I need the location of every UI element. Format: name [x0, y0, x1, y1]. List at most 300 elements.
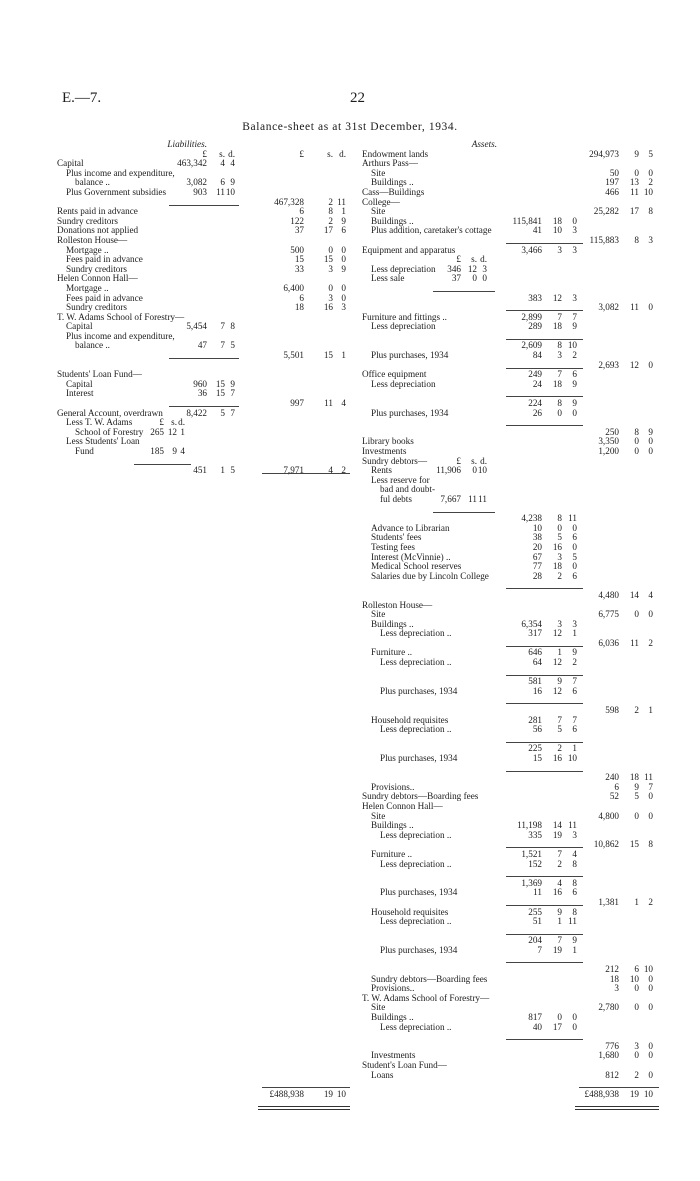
amount-pence: 9 [648, 426, 653, 437]
spacer-row [57, 1003, 357, 1013]
spacer-row [57, 840, 357, 850]
amount-pence: 11 [337, 196, 346, 207]
amount-shillings: 12 [552, 628, 562, 639]
row-label: Helen Connon Hall— [362, 800, 443, 811]
amount-shillings: 16 [552, 753, 562, 763]
subtotal-rule [169, 358, 239, 359]
amount-pence: 3 [572, 618, 577, 629]
amount-pounds: 3,466 [521, 244, 542, 255]
amount-shillings: 5 [557, 724, 562, 735]
amount-pounds: 33 [294, 263, 304, 274]
row-label: School of Forestry [75, 426, 144, 437]
amount-pence: 6 [572, 724, 577, 735]
spacer-row [57, 754, 357, 764]
amount-pounds: 16 [532, 685, 542, 696]
amount-pence: 2 [572, 657, 577, 668]
row-label: balance .. [75, 340, 110, 351]
row-label: Site [371, 810, 386, 821]
row-label: Students' fees [371, 532, 422, 543]
row-label: Office equipment [362, 369, 427, 380]
spacer-row [57, 955, 357, 965]
row-label: Rolleston House— [57, 234, 128, 245]
row-label: Fund [75, 446, 94, 456]
amount-shillings: 9 [634, 781, 639, 792]
spacer-row [57, 812, 357, 822]
amount-pounds: 581 [528, 676, 542, 687]
row-label: Buildings .. [371, 820, 414, 831]
amount-pounds: 4,800 [598, 810, 619, 821]
amount-shillings: 11 [324, 398, 333, 409]
amount-pence: 3 [572, 829, 577, 840]
row-label: Less depreciation [371, 321, 436, 332]
assets-row [362, 754, 660, 764]
subtotal-rule [169, 205, 239, 206]
amount-pence: d. [480, 455, 487, 466]
row-label: Less depreciation .. [380, 916, 452, 927]
spacer-row [57, 706, 357, 716]
spacer-row [57, 543, 357, 553]
liabilities-row [57, 380, 357, 390]
assets-row [362, 1071, 660, 1081]
amount-shillings: 19 [552, 944, 562, 955]
amount-pence: 8 [648, 839, 653, 850]
amount-shillings: 6 [634, 964, 639, 975]
spacer-row [57, 1061, 357, 1071]
amount-shillings: 9 [634, 148, 639, 159]
amount-pounds: 6 [614, 781, 619, 792]
row-label: Plus Government subsidies [66, 186, 167, 197]
amount-shillings: 0 [557, 1012, 562, 1023]
spacer-row [57, 1023, 357, 1033]
column-header: d. [228, 148, 235, 159]
spacer-row [57, 735, 357, 745]
amount-pence: 0 [648, 359, 653, 370]
subtotal-rule [506, 876, 583, 877]
amount-pence: 0 [648, 1040, 653, 1051]
amount-pence: 8 [572, 906, 577, 917]
amount-shillings: 0 [634, 446, 639, 456]
row-label: Less T. W. Adams [66, 417, 133, 428]
amount-pounds: 6,775 [598, 609, 619, 620]
amount-pounds: 997 [290, 398, 304, 409]
amount-pounds: 265 [150, 426, 164, 437]
amount-shillings: 1 [557, 916, 562, 927]
amount-shillings: 7 [220, 340, 225, 351]
row-label: General Account, overdrawn [57, 407, 163, 418]
amount-shillings: 8 [634, 234, 639, 245]
assets-row [362, 246, 660, 256]
row-label: Capital [66, 378, 93, 389]
spacer-row [57, 725, 357, 735]
double-rule [258, 1106, 350, 1110]
liabilities-heading: Liabilities. [167, 139, 207, 149]
spacer-row [57, 562, 357, 572]
assets-row [362, 322, 660, 332]
amount-pence: 7 [230, 407, 235, 418]
spacer-row [57, 888, 357, 898]
amount-pounds: 5,454 [186, 321, 207, 332]
amount-shillings: 19 [552, 829, 562, 840]
double-rule [575, 1106, 659, 1110]
amount-pence: 1 [572, 628, 577, 639]
amount-pence: 11 [644, 772, 653, 783]
row-label: Less depreciation [371, 378, 436, 389]
amount-shillings: 17 [629, 206, 639, 217]
amount-pence: 3 [572, 292, 577, 303]
amount-shillings: 15 [629, 839, 639, 850]
amount-pounds: 2,609 [521, 340, 542, 351]
amount-pounds: 6,036 [598, 637, 619, 648]
amount-pence: 11 [478, 493, 487, 504]
liabilities-row [57, 341, 357, 351]
spacer-row [57, 696, 357, 706]
subtotal-rule [169, 406, 239, 407]
row-label: Less depreciation .. [380, 1021, 452, 1032]
spacer-row [57, 1032, 357, 1042]
assets-row [362, 572, 660, 582]
amount-pounds: 37 [294, 225, 304, 236]
amount-pence: 8 [572, 877, 577, 888]
row-label: Site [371, 1002, 386, 1013]
amount-pence: 4 [180, 446, 185, 456]
subtotal-rule [433, 512, 495, 513]
amount-pounds: 4,238 [521, 513, 542, 524]
amount-pounds: 24 [532, 378, 542, 389]
amount-shillings: 6 [220, 177, 225, 188]
amount-pence: 6 [572, 685, 577, 696]
spacer-row [57, 850, 357, 860]
amount-shillings: 15 [323, 254, 333, 265]
amount-shillings: 5 [634, 791, 639, 802]
amount-pence: 3 [482, 263, 487, 274]
assets-row [362, 274, 660, 284]
row-label: Site [371, 609, 386, 620]
row-label: bad and doubt- [380, 484, 436, 495]
spacer-row [57, 821, 357, 831]
amount-shillings: 14 [552, 820, 562, 831]
amount-shillings: 0 [557, 407, 562, 418]
assets-total-row [362, 1090, 660, 1100]
liabilities-row [57, 457, 357, 467]
assets-row [362, 457, 660, 467]
row-label: Rents [371, 465, 392, 476]
amount-pounds: 776 [605, 1040, 619, 1051]
row-label: Endowment lands [362, 148, 429, 159]
row-label: Sundry creditors [57, 215, 118, 226]
amount-pence: 7 [572, 714, 577, 725]
row-label: Plus income and expenditure, [66, 330, 175, 341]
amount-shillings: 1 [220, 465, 225, 476]
amount-shillings: 0 [328, 282, 333, 293]
amount-pence: 0 [648, 983, 653, 994]
amount-pence: 9 [230, 378, 235, 389]
amount-pounds: 11,906 [436, 465, 461, 476]
row-label: Plus purchases, 1934 [380, 753, 458, 763]
amount-pounds: 6,354 [521, 618, 542, 629]
row-label: Furniture .. [371, 848, 413, 859]
amount-shillings: 0 [634, 1050, 639, 1061]
assets-row [362, 188, 660, 198]
amount-shillings: 3 [557, 618, 562, 629]
amount-shillings: 13 [629, 177, 639, 188]
amount-pence: 2 [648, 637, 653, 648]
row-label: Site [371, 206, 386, 217]
assets-row [362, 869, 660, 879]
amount-pence: d. [178, 417, 185, 428]
spacer-row [57, 946, 357, 956]
amount-pounds: 903 [193, 186, 207, 197]
row-label: Less depreciation .. [380, 724, 452, 735]
amount-pounds: £ [456, 254, 461, 265]
amount-pounds: 6 [299, 206, 304, 217]
assets-row [362, 1023, 660, 1033]
amount-pounds: 52 [609, 791, 619, 802]
row-label: Students' Loan Fund— [57, 369, 142, 380]
amount-pounds: 3,082 [598, 302, 619, 313]
amount-pounds: 40 [532, 1021, 542, 1032]
amount-pence: 0 [648, 436, 653, 447]
column-header: £ [299, 148, 304, 159]
amount-pounds: 84 [532, 350, 542, 361]
amount-pounds: 77 [532, 561, 542, 572]
amount-pence: 0 [648, 302, 653, 313]
spacer-row [57, 936, 357, 946]
amount-shillings: 2 [634, 1069, 639, 1080]
amount-pence: 6 [572, 570, 577, 581]
assets-row [362, 284, 660, 294]
amount-pounds: 115,841 [512, 215, 542, 226]
amount-pence: 9 [341, 263, 346, 274]
amount-pounds: 25,282 [593, 206, 619, 217]
amount-pence: 0 [648, 446, 653, 456]
subtotal-rule [506, 310, 583, 311]
amount-shillings: 2 [328, 196, 333, 207]
amount-pounds: 1,200 [598, 446, 619, 456]
amount-pounds: 20 [532, 541, 542, 552]
amount-shillings: 3 [328, 292, 333, 303]
liabilities-total-rule-row [57, 1080, 357, 1090]
amount-shillings: 3 [557, 350, 562, 361]
amount-pence: 3 [648, 234, 653, 245]
amount-pence: 6 [572, 532, 577, 543]
amount-shillings: 9 [557, 676, 562, 687]
amount-pounds: 28 [532, 570, 542, 581]
row-label: Equipment and apparatus [362, 244, 456, 255]
subtotal-rule [134, 464, 191, 465]
spacer-row [57, 879, 357, 889]
row-label: balance .. [75, 177, 110, 188]
subtotal-rule [506, 1039, 583, 1040]
amount-shillings: 2 [634, 705, 639, 716]
spacer-row [57, 965, 357, 975]
spacer-row [57, 927, 357, 937]
spacer-row [57, 639, 357, 649]
amount-pounds: 467,328 [274, 196, 304, 207]
amount-pence: 8 [572, 858, 577, 869]
row-label: Donations not applied [57, 225, 139, 236]
liabilities-heading-row [57, 140, 357, 150]
liabilities-row [57, 466, 357, 476]
row-label: Less depreciation [371, 263, 436, 274]
amount-shillings: 8 [634, 426, 639, 437]
spacer-row [57, 476, 357, 486]
amount-pounds: 2,780 [598, 1002, 619, 1013]
amount-pence: 5 [230, 340, 235, 351]
assets-row [362, 927, 660, 937]
amount-pounds: 5,501 [283, 350, 304, 361]
amount-shillings: 0 [634, 1002, 639, 1013]
amount-pence: 0 [341, 244, 346, 255]
amount-pounds: 41 [532, 225, 542, 236]
amount-pence: 7 [572, 311, 577, 322]
amount-shillings: 9 [557, 906, 562, 917]
row-label: ful debts [380, 493, 412, 504]
amount-pounds: £ [159, 417, 164, 428]
assets-column [362, 140, 660, 1109]
amount-shillings: 4 [328, 465, 333, 476]
spacer-row [57, 572, 357, 582]
amount-shillings: 5 [220, 407, 225, 418]
total-pounds: £488,938 [269, 1088, 304, 1099]
spacer-row [57, 792, 357, 802]
amount-pence: 9 [572, 398, 577, 409]
subtotal-rule [506, 243, 583, 244]
row-label: Buildings .. [371, 1012, 414, 1023]
row-label: Testing fees [371, 541, 416, 552]
amount-shillings: s. [171, 417, 177, 428]
amount-shillings: 0 [634, 983, 639, 994]
amount-pounds: 3,082 [186, 177, 207, 188]
spacer-row [57, 716, 357, 726]
amount-pounds: 289 [528, 321, 542, 332]
spacer-row [57, 1042, 357, 1052]
amount-pence: 9 [572, 647, 577, 658]
amount-shillings: 10 [629, 973, 639, 984]
assets-row [362, 380, 660, 390]
row-label: Capital [57, 158, 84, 169]
amount-pounds: 6,400 [283, 282, 304, 293]
amount-pounds: 294,973 [589, 148, 619, 159]
row-label: Library books [362, 436, 414, 447]
amount-pence: 0 [482, 273, 487, 284]
amount-pounds: 3,350 [598, 436, 619, 447]
amount-pence: 0 [648, 791, 653, 802]
amount-pounds: 152 [528, 858, 542, 869]
row-label: Less Students' Loan [66, 436, 140, 447]
amount-pounds: 2,693 [598, 359, 619, 370]
amount-pence: 0 [341, 254, 346, 265]
assets-row [362, 860, 660, 870]
subtotal-rule [506, 962, 583, 963]
amount-shillings: 0 [634, 810, 639, 821]
assets-row [362, 332, 660, 342]
amount-pence: 10 [643, 964, 653, 975]
spacer-row [57, 505, 357, 515]
column-header: s. [219, 148, 225, 159]
amount-pounds: 38 [532, 532, 542, 543]
amount-pence: 8 [648, 206, 653, 217]
spacer-row [57, 831, 357, 841]
liabilities-row [57, 447, 357, 457]
amount-pence: 0 [572, 561, 577, 572]
row-label: Sundry creditors [66, 302, 127, 313]
row-label: Sundry debtors—Boarding fees [362, 791, 479, 802]
spacer-row [57, 869, 357, 879]
amount-shillings: 15 [215, 388, 225, 399]
subtotal-rule [506, 703, 583, 704]
row-label: Advance to Librarian [371, 522, 450, 533]
amount-pence: 9 [572, 935, 577, 946]
amount-shillings: 0 [634, 609, 639, 620]
amount-pounds: 185 [150, 446, 164, 456]
row-label: Buildings .. [371, 215, 414, 226]
amount-pounds: 18 [294, 302, 304, 313]
amount-shillings: 8 [557, 340, 562, 351]
column-header: d. [339, 148, 346, 159]
row-label: Student's Loan Fund— [362, 1060, 447, 1070]
amount-pounds: 249 [528, 369, 542, 380]
amount-pounds: 1,521 [521, 848, 542, 859]
amount-shillings: 18 [552, 378, 562, 389]
amount-shillings: 12 [167, 426, 177, 437]
amount-pence: 4 [341, 398, 346, 409]
subtotal-rule [506, 425, 583, 426]
amount-pounds: 1,680 [598, 1050, 619, 1061]
row-label: Household requisites [371, 714, 449, 725]
amount-pence: d. [480, 254, 487, 265]
row-label: Fees paid in advance [66, 254, 143, 265]
amount-pounds: 812 [605, 1069, 619, 1080]
amount-pence: 0 [648, 810, 653, 821]
amount-pence: 0 [341, 282, 346, 293]
amount-pence: 0 [572, 522, 577, 533]
spacer-row [57, 908, 357, 918]
amount-shillings: 4 [557, 877, 562, 888]
amount-pounds: 346 [447, 263, 461, 274]
row-label: Plus income and expenditure, [66, 167, 175, 178]
amount-shillings: 12 [552, 292, 562, 303]
amount-shillings: 7 [557, 935, 562, 946]
amount-shillings: 7 [220, 321, 225, 332]
spacer-row [57, 533, 357, 543]
row-label: Buildings .. [371, 177, 414, 188]
amount-pounds: 18 [609, 973, 619, 984]
amount-pence: 0 [648, 1002, 653, 1013]
amount-pence: 0 [648, 609, 653, 620]
amount-pence: 0 [572, 215, 577, 226]
amount-pence: 11 [568, 820, 577, 831]
amount-pounds: 26 [532, 407, 542, 418]
amount-shillings: 0 [634, 167, 639, 178]
amount-pence: 1 [572, 743, 577, 754]
amount-shillings: 12 [552, 685, 562, 696]
row-label: Sundry creditors [66, 263, 127, 274]
amount-shillings: 11 [630, 186, 639, 197]
row-label: Buildings .. [371, 618, 414, 629]
amount-pounds: 6 [299, 292, 304, 303]
row-label: Loans [371, 1069, 394, 1080]
amount-pence: 0 [572, 407, 577, 418]
liabilities-row [57, 370, 357, 380]
amount-pence: 9 [572, 321, 577, 332]
amount-shillings: 11 [630, 302, 639, 313]
amount-shillings: 12 [629, 359, 639, 370]
amount-pounds: 598 [605, 705, 619, 716]
amount-pounds: 115,883 [589, 234, 619, 245]
amount-pence: 10 [477, 465, 487, 476]
row-label: Less depreciation .. [380, 829, 452, 840]
amount-shillings: 3 [328, 263, 333, 274]
